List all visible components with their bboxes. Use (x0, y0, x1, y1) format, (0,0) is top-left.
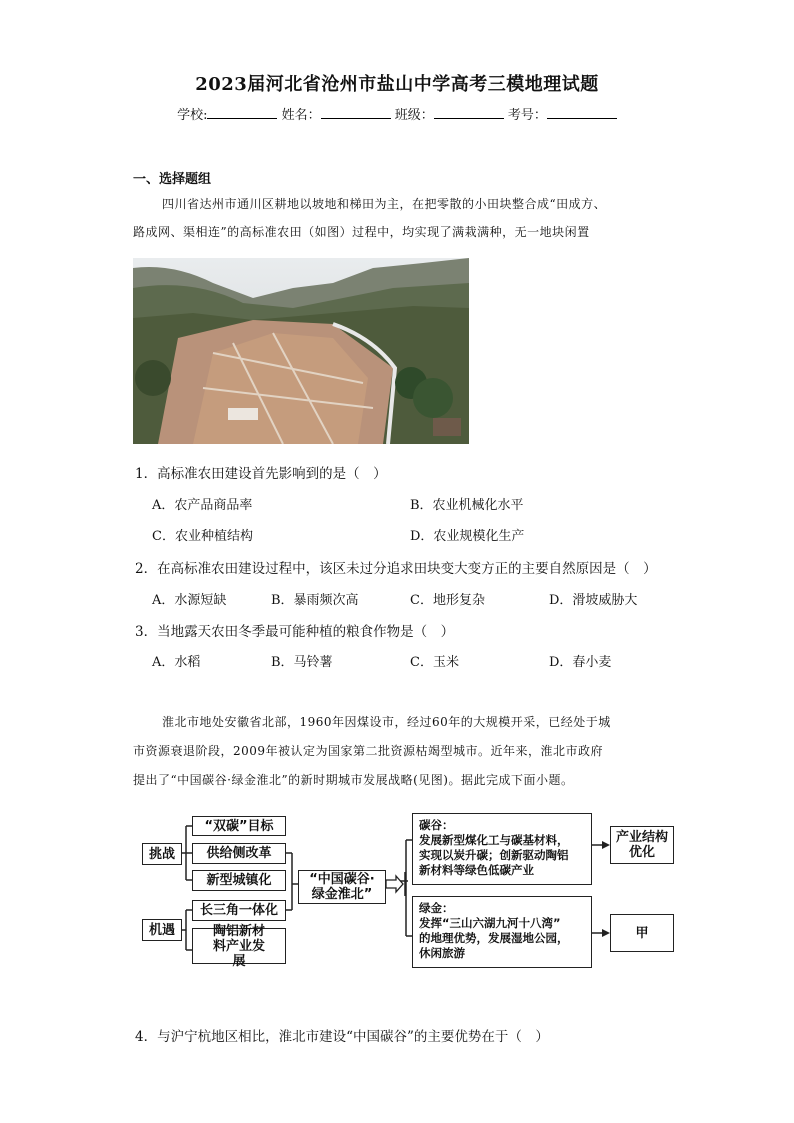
question-1-stem: 1．高标准农田建设首先影响到的是（ ） (135, 466, 387, 482)
green-text-3: 休闲旅游 (419, 946, 465, 960)
opportunity-item-ceramic-aluminum: 陶铝新材料产业发展 (192, 928, 286, 964)
green-text-2: 的地理优势，发展湿地公园， (419, 931, 569, 945)
challenge-item-supply-reform: 供给侧改革 (192, 843, 286, 864)
result-industrial-structure-box (610, 826, 674, 864)
green-gold-box (412, 896, 592, 968)
section-title: 一、选择题组 (133, 172, 212, 187)
result1-line1: 产业结构 (615, 830, 668, 845)
carbon-title: 碳谷： (419, 818, 454, 832)
passage1-line2: 路成网、渠相连”的高标准农田（如图）过程中，均实现了满栽满种，无一地块闲置 (133, 225, 590, 239)
opportunity-box: 机遇 (142, 919, 182, 941)
passage1-line1: 四川省达州市通川区耕地以坡地和梯田为主，在把零散的小田块整合成“田成方、 (162, 197, 607, 211)
passage2-line1: 淮北市地处安徽省北部，1960年因煤设市，经过60年的大规模开采，已经处于城 (162, 715, 611, 729)
carbon-text-2: 实现以炭升碳；创新驱动陶铝 (419, 848, 569, 862)
q1-option-b[interactable]: B．农业机械化水平 (410, 498, 524, 513)
carbon-text-1: 发展新型煤化工与碳基材料， (419, 833, 569, 847)
center-strategy-box (298, 870, 386, 904)
result1-line2: 优化 (628, 845, 655, 860)
strategy-diagram (140, 808, 680, 973)
q3-option-c[interactable]: C．玉米 (410, 655, 459, 670)
q2-option-b[interactable]: B．暴雨频次高 (271, 593, 359, 608)
center-line2: 绿金淮北” (311, 887, 373, 902)
exam-no-blank[interactable] (547, 106, 617, 119)
school-blank[interactable] (207, 106, 277, 119)
challenge-box: 挑战 (142, 843, 182, 865)
green-text-1: 发挥“三山六湖九河十八湾” (419, 916, 561, 930)
q1-option-c[interactable]: C．农业种植结构 (152, 529, 253, 544)
name-label: 姓名： (281, 108, 321, 123)
class-blank[interactable] (434, 106, 504, 119)
class-label: 班级： (394, 108, 434, 123)
q3-option-b[interactable]: B．马铃薯 (271, 655, 333, 670)
school-label: 学校: (177, 108, 208, 123)
exam-no-label: 考号： (507, 108, 547, 123)
carbon-text-3: 新材料等绿色低碳产业 (419, 863, 534, 877)
result-jia-box: 甲 (610, 914, 674, 952)
green-title: 绿金： (419, 901, 454, 915)
passage2-line2: 市资源衰退阶段，2009年被认定为国家第二批资源枯竭型城市。近年来，淮北市政府 (133, 744, 604, 758)
challenge-item-urbanization: 新型城镇化 (192, 870, 286, 891)
q2-option-a[interactable]: A．水源短缺 (152, 593, 227, 608)
q3-option-d[interactable]: D．春小麦 (549, 655, 612, 670)
carbon-valley-box (412, 813, 592, 885)
student-info-line (0, 104, 794, 123)
q1-option-a[interactable]: A．农产品商品率 (152, 498, 253, 513)
question-4-stem: 4．与沪宁杭地区相比，淮北市建设“中国碳谷”的主要优势在于（ ） (135, 1029, 549, 1045)
q1-option-d[interactable]: D．农业规模化生产 (410, 529, 525, 544)
farmland-photo (133, 258, 469, 444)
question-2-stem: 2．在高标准农田建设过程中，该区未过分追求田块变大变方正的主要自然原因是（ ） (135, 561, 657, 577)
opportunity-item-yangtze: 长三角一体化 (192, 900, 286, 921)
q3-option-a[interactable]: A．水稻 (152, 655, 201, 670)
challenge-item-dual-carbon: “双碳”目标 (192, 816, 286, 836)
passage2-line3: 提出了“中国碳谷·绿金淮北”的新时期城市发展战略(见图)。据此完成下面小题。 (133, 773, 574, 787)
name-blank[interactable] (321, 106, 391, 119)
center-line1: “中国碳谷· (309, 872, 375, 887)
q2-option-c[interactable]: C．地形复杂 (410, 593, 485, 608)
question-3-stem: 3．当地露天农田冬季最可能种植的粮食作物是（ ） (135, 624, 455, 640)
q2-option-d[interactable]: D．滑坡威胁大 (549, 593, 638, 608)
page-title: 2023届河北省沧州市盐山中学高考三模地理试题 (195, 74, 599, 95)
